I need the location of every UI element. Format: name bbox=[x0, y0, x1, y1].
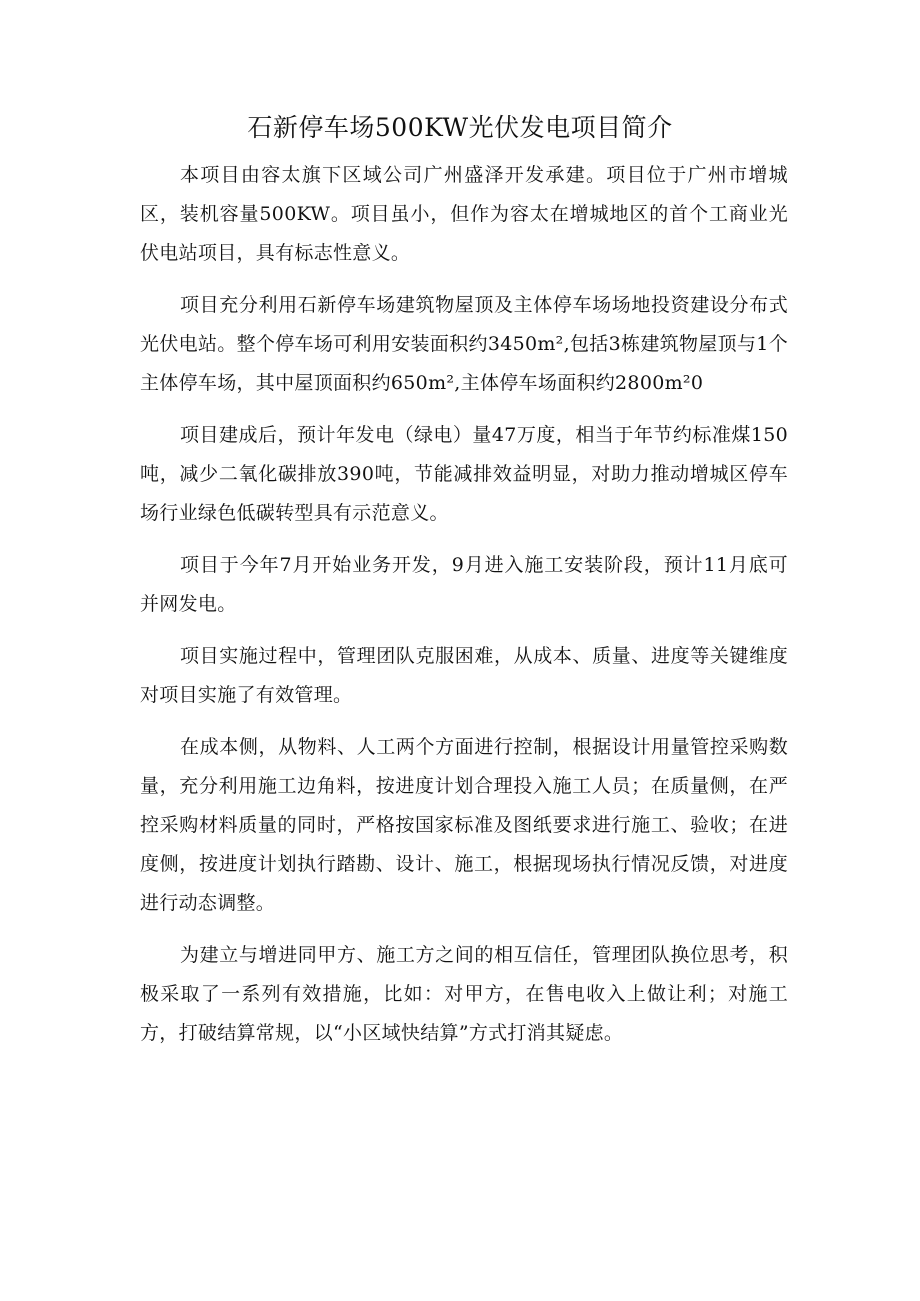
document-title: 石新停车场500KW光伏发电项目简介 bbox=[247, 113, 673, 142]
paragraph-benefits: 项目建成后，预计年发电（绿电）量47万度，相当于年节约标准煤150吨，减少二氧化碳排放390吨，节能减排效益明显，对助力推动增城区停车场行业绿色低碳转型具有示范意义。 bbox=[140, 424, 788, 524]
paragraph-intro: 本项目由容太旗下区域公司广州盛泽开发承建。项目位于广州市增城区，装机容量500KW。项目虽小，但作为容太在增城地区的首个工商业光伏电站项目，具有标志性意义。 bbox=[140, 164, 788, 264]
document-body bbox=[140, 156, 788, 1066]
paragraph-trust-measures: 为建立与增进同甲方、施工方之间的相互信任，管理团队换位思考，积极采取了一系列有效措施，比如：对甲方，在售电收入上做让利；对施工方，打破结算常规，以“小区域快结算”方式打消其疑虑。 bbox=[140, 944, 788, 1044]
paragraph-cost-quality-progress: 在成本侧，从物料、人工两个方面进行控制，根据设计用量管控采购数量，充分利用施工边角料，按进度计划合理投入施工人员；在质量侧，在严控采购材料质量的同时，严格按国家标准及图纸要求进行施工、验收；在进度侧，按进度计划执行踏勘、设计、施工，根据现场执行情况反馈，对进度进行动态调整。 bbox=[140, 736, 788, 914]
paragraph-site-area: 项目充分利用石新停车场建筑物屋顶及主体停车场场地投资建设分布式光伏电站。整个停车场可利用安装面积约3450m²,包括3栋建筑物屋顶与1个主体停车场，其中屋顶面积约650m²,主体停车场面积约2800m²0 bbox=[140, 294, 788, 394]
paragraph-schedule: 项目于今年7月开始业务开发，9月进入施工安装阶段，预计11月底可并网发电。 bbox=[140, 554, 788, 615]
paragraph-management: 项目实施过程中，管理团队克服困难，从成本、质量、进度等关键维度对项目实施了有效管理。 bbox=[140, 645, 788, 706]
